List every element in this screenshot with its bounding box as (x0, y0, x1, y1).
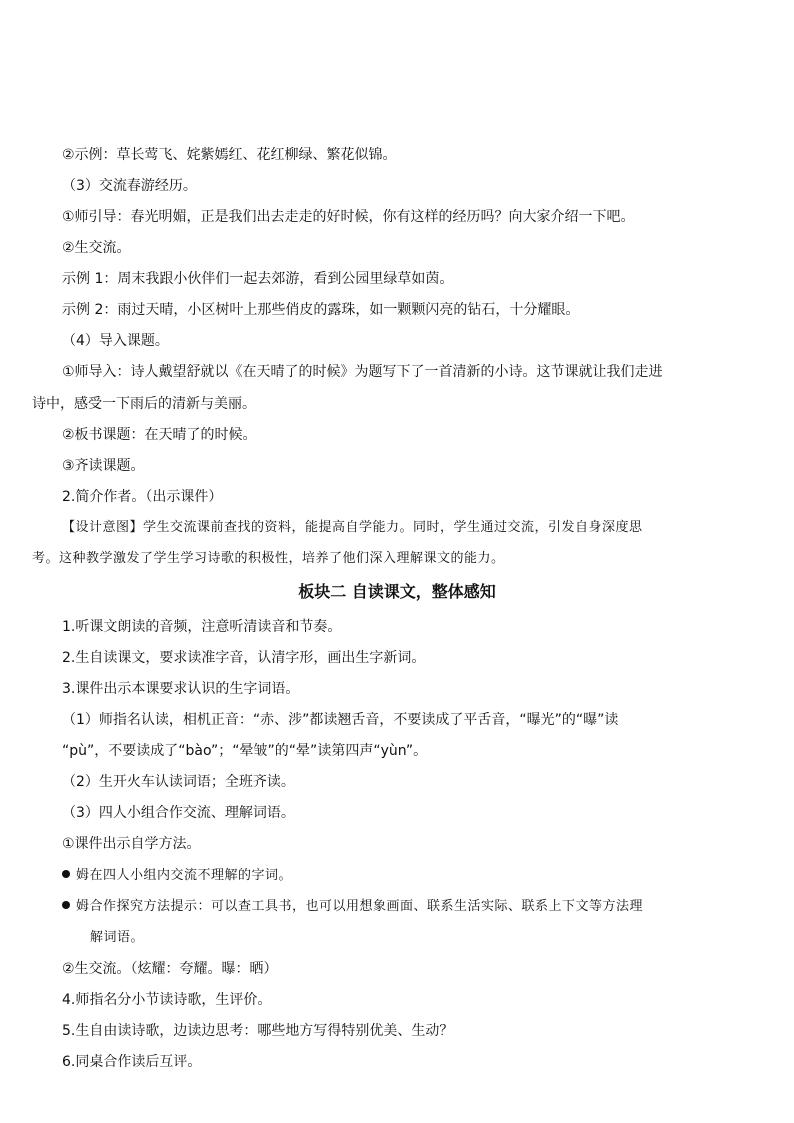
example-2-line: 示例 2：雨过天晴，小区树叶上那些俏皮的露珠，如一颗颗闪亮的钻石，十分耀眼。 (62, 302, 580, 318)
bullet-icon (62, 870, 70, 878)
step-line: （2）生开火车认读词语；全班齐读。 (62, 774, 295, 790)
step-line: 5.生自由读诗歌，边读边思考：哪些地方写得特别优美、生动？ (62, 1023, 454, 1039)
guide-line: ①师引导：春光明媚，正是我们出去走走的好时候，你有这样的经历吗？向大家介绍一下吧。 (62, 209, 635, 225)
author-line: 2.简介作者。（出示课件） (62, 489, 223, 505)
example-1-line: 示例 1：周末我跟小伙伴们一起去郊游，看到公园里绿草如茵。 (62, 271, 454, 287)
intro-line-cont: 诗中，感受一下雨后的清新与美丽。 (32, 396, 256, 412)
step-line: 3.课件出示本课要求认识的生字词语。 (62, 681, 300, 697)
section-heading: 板块二 自读课文，整体感知 (298, 582, 496, 601)
pronunciation-line-cont: “pù”，不要读成了“bào”；“晕皱”的“晕”读第四声“yùn”。 (62, 743, 428, 759)
exchange-line: ②生交流。（炫耀：夸耀。曝：晒） (62, 961, 278, 977)
exchange-line: ②生交流。 (62, 240, 131, 256)
design-intent-line: 【设计意图】学生交流课前查找的资料，能提高自学能力。同时，学生通过交流，引发自身深度思 (62, 520, 643, 535)
board-title-line: ②板书课题：在天晴了的时候。 (62, 427, 257, 443)
step-line: 1.听课文朗读的音频，注意听清读音和节奏。 (62, 619, 342, 635)
pronunciation-line: （1）师指名认读，相机正音：“赤、涉”都读翘舌音，不要读成了平舌音，“曝光”的“曝”读 (62, 712, 619, 728)
step-line: （3）四人小组合作交流、理解词语。 (62, 805, 295, 821)
step-line: （3）交流春游经历。 (62, 178, 197, 194)
step-line: （4）导入课题。 (62, 333, 169, 349)
design-intent-line-cont: 考。这种教学激发了学生学习诗歌的积极性，培养了他们深入理解课文的能力。 (32, 551, 505, 566)
step-line: ①课件出示自学方法。 (62, 836, 201, 852)
intro-line: ①师导入：诗人戴望舒就以《在天晴了的时候》为题写下了一首清新的小诗。这节课就让我们走进 (62, 364, 663, 380)
bullet-item: 姆合作探究方法提示：可以查工具书，也可以用想象画面、联系生活实际、联系上下文等方法理 (62, 897, 643, 917)
bullet-item: 姆在四人小组内交流不理解的字词。 (62, 866, 292, 886)
example-line: ②示例：草长莺飞、姹紫嫣红、花红柳绿、繁花似锦。 (62, 147, 397, 163)
step-line: 4.师指名分小节读诗歌，生评价。 (62, 992, 272, 1008)
bullet-icon (62, 901, 70, 909)
bullet-item-cont: 解词语。 (90, 930, 145, 945)
read-title-line: ③齐读课题。 (62, 458, 145, 474)
step-line: 2.生自读课文，要求读准字音，认清字形，画出生字新词。 (62, 650, 426, 666)
step-line: 6.同桌合作读后互评。 (62, 1054, 202, 1070)
